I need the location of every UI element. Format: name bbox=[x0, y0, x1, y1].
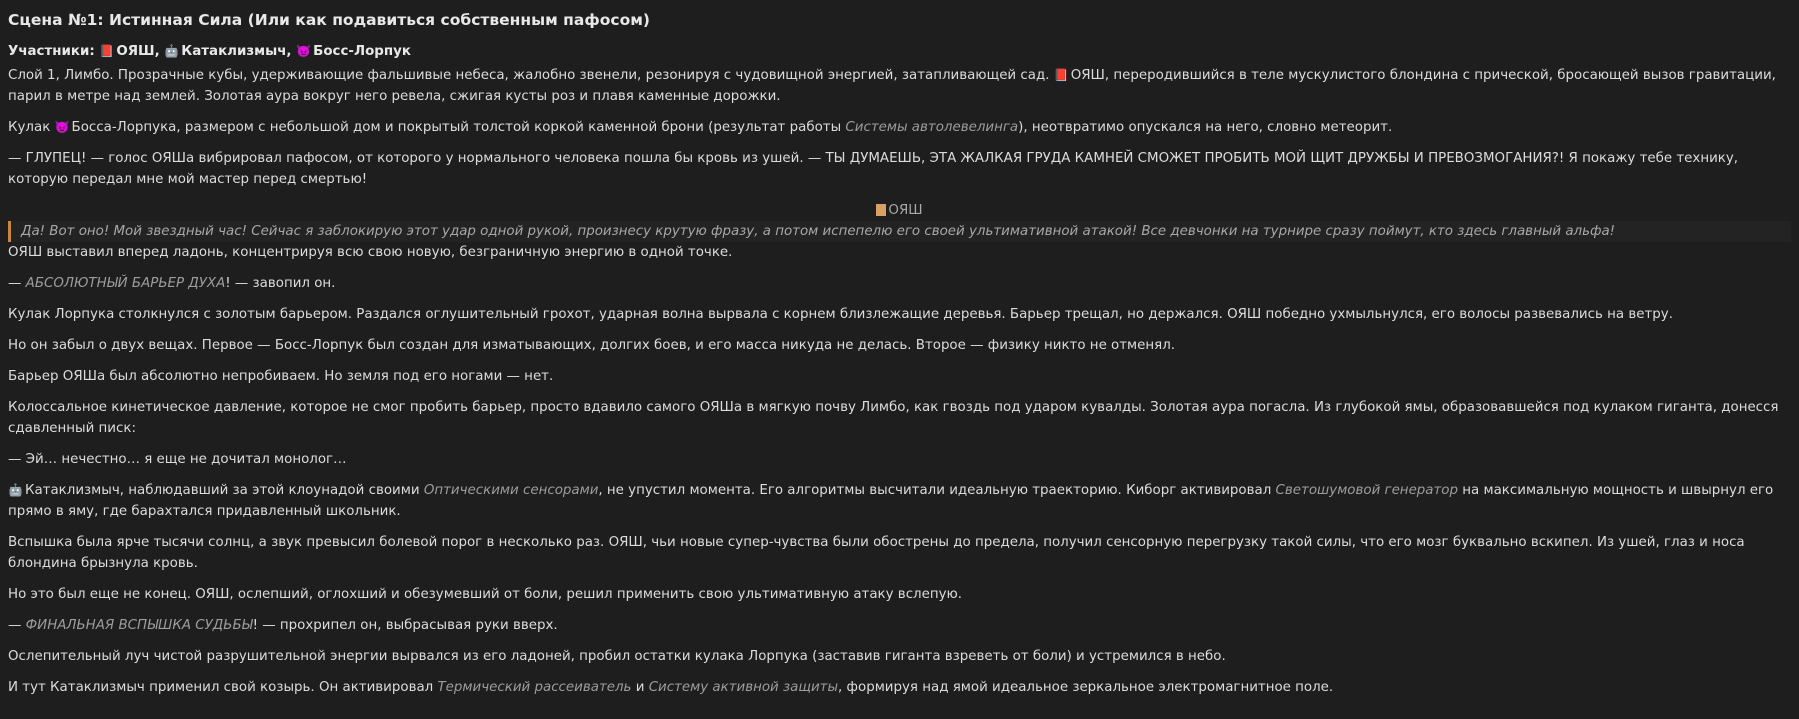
paragraph: 🤖 Катаклизмыч, наблюдавший за этой клоунадой своими Оптическими сенсорами, не упустил момента. Его алгоритмы высчитали идеальную траекторию. Киборг активировал Светошумовой генератор на максимальную мощность и швырнул его прямо в яму, где барахтался придавленный школьник. bbox=[8, 480, 1791, 522]
book-icon: 📕 bbox=[1053, 68, 1069, 82]
paragraph: Кулак Лорпука столкнулся с золотым барьером. Раздался оглушительный грохот, ударная волна вырвала с корнем близлежащие деревья. Барьер трещал, но держался. ОЯШ победно ухмыльнулся, его волосы развевались на ветру. bbox=[8, 307, 1673, 322]
book-icon: 📕 bbox=[99, 44, 115, 58]
paragraph: — АБСОЛЮТНЫЙ БАРЬЕР ДУХА! — завопил он. bbox=[8, 276, 336, 291]
devil-icon: 👿 bbox=[54, 120, 70, 134]
participant-boss-lorpuk: Босс-Лорпук bbox=[313, 44, 411, 59]
participants-line bbox=[8, 41, 1791, 62]
participants-label: Участники: bbox=[8, 44, 95, 59]
paragraph: Колоссальное кинетическое давление, которое не смог пробить барьер, просто вдавило самого ОЯШа в мягкую почву Лимбо, как гвоздь под ударом кувалды. Золотая аура погасла. Из глубокой ямы, образовавшейся под кулаком гиганта, донесся сдавленный писк: bbox=[8, 400, 1779, 436]
paragraph: Вспышка была ярче тысячи солнц, а звук превысил болевой порог в несколько раз. ОЯШ, чьи новые супер-чувства были обострены до предела, получил сенсорную перегрузку такой силы, что его мозг буквально вскипел. Из ушей, глаз и носа блондина брызнула кровь. bbox=[8, 535, 1745, 571]
skill-name: АБСОЛЮТНЫЙ БАРЬЕР ДУХА bbox=[25, 276, 226, 291]
paragraph: Но это был еще не конец. ОЯШ, ослепший, оглохший и обезумевший от боли, решил применить свою ультимативную атаку вслепую. bbox=[8, 587, 963, 602]
skill-name: Систему активной защиты bbox=[648, 680, 839, 695]
participant-oyash: ОЯШ, bbox=[116, 44, 160, 59]
inner-thought-header bbox=[8, 200, 1791, 221]
skill-name: ФИНАЛЬНАЯ ВСПЫШКА СУДЬБЫ bbox=[25, 618, 253, 633]
paragraph: Но он забыл о двух вещах. Первое — Босс-Лорпук был создан для изматывающих, долгих боев, и его масса никуда не делась. Второе — физику никто не отменял. bbox=[8, 338, 1176, 353]
paragraph: И тут Катаклизмыч применил свой козырь. Он активировал Термический рассеиватель и Систему активной защиты, формируя над ямой идеальное зеркальное электромагнитное поле. bbox=[8, 680, 1334, 695]
paragraph: ОЯШ выставил вперед ладонь, концентрируя всю свою новую, безграничную энергию в одной точке. bbox=[8, 245, 733, 260]
paragraph: Слой 1, Лимбо. Прозрачные кубы, удерживающие фальшивые небеса, жалобно звенели, резонируя с чудовищной энергией, затапливающей сад. 📕 ОЯШ, переродившийся в теле мускулистого блондина с прической, бросающей вызов гравитации, парил в метре над землей. Золотая аура вокруг него ревела, сжигая кусты роз и плавя каменные дорожки. bbox=[8, 65, 1791, 107]
skill-name: Термический рассеиватель bbox=[437, 680, 632, 695]
devil-icon: 👿 bbox=[296, 44, 312, 58]
paragraph: Ослепительный луч чистой разрушительной энергии вырвался из его ладоней, пробил остатки кулака Лорпука (заставив гиганта взреветь от боли) и устремился в небо. bbox=[8, 649, 1226, 664]
paragraph: — ФИНАЛЬНАЯ ВСПЫШКА СУДЬБЫ! — прохрипел он, выбрасывая руки вверх. bbox=[8, 618, 558, 633]
paragraph: — Эй… нечестно… я еще не дочитал монолог… bbox=[8, 452, 347, 467]
scene-title: Сцена №1: Истинная Сила (Или как подавиться собственным пафосом) bbox=[8, 11, 650, 29]
robot-icon: 🤖 bbox=[164, 44, 180, 58]
skill-name: Светошумовой генератор bbox=[1275, 483, 1459, 498]
inner-thought-quote: Да! Вот оно! Мой звездный час! Сейчас я заблокирую этот удар одной рукой, произнесу крутую фразу, а потом испепелю его своей ультимативной атакой! Все девчонки на турнире сразу поймут, кто здесь главный альфа! bbox=[8, 221, 1791, 242]
inner-thought-speaker: ОЯШ bbox=[888, 203, 923, 218]
skill-name: Оптическими сенсорами bbox=[423, 483, 599, 498]
paragraph: — ГЛУПЕЦ! — голос ОЯШа вибрировал пафосом, от которого у нормального человека пошла бы кровь из ушей. — ТЫ ДУМАЕШЬ, ЭТА ЖАЛКАЯ ГРУДА КАМНЕЙ СМОЖЕТ ПРОБИТЬ МОЙ ЩИТ ДРУЖБЫ И ПРЕВОЗМОГАНИЯ?! Я покажу тебе технику, которую передал мне мой мастер перед смертью! bbox=[8, 151, 1739, 187]
skill-name: Системы автолевелинга bbox=[845, 120, 1019, 135]
robot-icon: 🤖 bbox=[8, 483, 23, 497]
paragraph: Кулак 👿 Босса-Лорпука, размером с небольшой дом и покрытый толстой коркой каменной брони (результат работы Системы автолевелинга), неотвратимо опускался на него, словно метеорит. bbox=[8, 117, 1791, 138]
paragraph: Барьер ОЯШа был абсолютно непробиваем. Но земля под его ногами — нет. bbox=[8, 369, 554, 384]
thought-bubble-icon bbox=[876, 204, 886, 216]
participant-kataklizmych: Катаклизмыч, bbox=[181, 44, 292, 59]
